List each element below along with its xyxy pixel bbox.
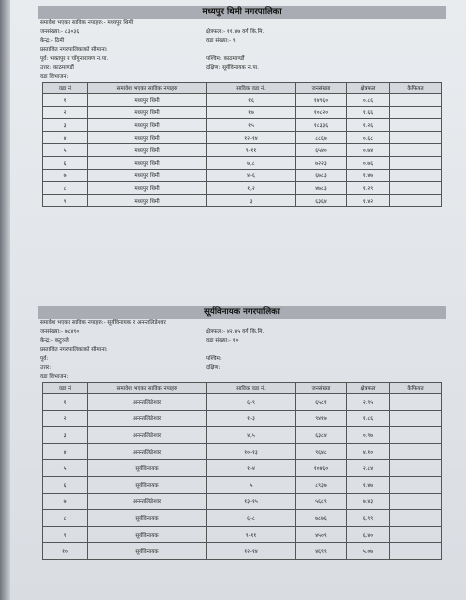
table-row	[43, 194, 442, 207]
cell-remarks	[390, 394, 442, 411]
cell-ward-no: ३	[43, 427, 88, 444]
cell-old-ward-no: १३-१५	[207, 493, 296, 510]
ward-table	[42, 82, 442, 207]
population-value: ८३०३६	[64, 29, 80, 35]
header-remarks: कैफियत	[390, 83, 442, 94]
cell-remarks	[390, 460, 442, 477]
cell-remarks	[390, 156, 442, 169]
table-row	[43, 493, 442, 510]
center-label: केन्द्र:-	[40, 38, 53, 44]
table-row	[43, 510, 442, 527]
cell-ward-no: ३	[43, 119, 88, 132]
cell-population: ६७८३	[296, 169, 347, 182]
boundary-west: पश्चिम:	[206, 356, 222, 362]
cell-included-vdc: अनन्तलिङेश्वर	[88, 427, 207, 444]
cell-included-vdc: मध्यपुर थिमी	[88, 169, 207, 182]
cell-ward-no: २	[43, 410, 88, 427]
cell-old-ward-no: १७	[207, 106, 296, 119]
cell-population: ६३६४	[296, 194, 347, 207]
vdc-label: समावेश भएका साविक नपाहरु:-	[40, 320, 106, 326]
cell-ward-no: ६	[43, 476, 88, 493]
vdc-value: मध्यपुर थिमी	[107, 20, 134, 26]
ward-division-label: वडा विभाजन:	[40, 374, 69, 380]
cell-remarks	[390, 493, 442, 510]
wards-label: वडा संख्या:-	[206, 38, 231, 44]
cell-area: २.९५	[347, 394, 390, 411]
cell-population: ८९३७	[296, 476, 347, 493]
cell-ward-no: ५	[43, 460, 88, 477]
cell-ward-no: ४	[43, 443, 88, 460]
table-row	[43, 476, 442, 493]
municipality-info	[38, 319, 446, 382]
cell-ward-no: ५	[43, 144, 88, 157]
cell-population: ८८६७	[296, 131, 347, 144]
cell-remarks	[390, 119, 442, 132]
cell-included-vdc: सूर्यविनायक	[88, 543, 207, 560]
cell-remarks	[390, 106, 442, 119]
cell-old-ward-no: ५	[207, 476, 296, 493]
cell-population: १०४६०	[296, 460, 347, 477]
cell-included-vdc: मध्यपुर थिमी	[88, 106, 207, 119]
boundary-south: दक्षिण: सूर्यविनायक न.पा.	[206, 65, 259, 71]
cell-old-ward-no: ९-११	[207, 144, 296, 157]
table-row	[43, 427, 442, 444]
cell-population: ६३८४	[296, 427, 347, 444]
cell-old-ward-no: १०-१३	[207, 443, 296, 460]
cell-remarks	[390, 194, 442, 207]
cell-included-vdc: मध्यपुर थिमी	[88, 194, 207, 207]
boundary-west: पश्चिम: काठमाण्डौं	[206, 56, 245, 62]
header-population: जनसंख्या	[296, 83, 347, 94]
table-row	[43, 526, 442, 543]
vdc-label: समावेश भएका साविक नपाहरु:-	[40, 20, 106, 26]
cell-included-vdc: सूर्यविनायक	[88, 526, 207, 543]
table-row	[43, 106, 442, 119]
page-shadow	[0, 0, 10, 600]
cell-area: २.८४	[347, 460, 390, 477]
cell-old-ward-no: १,२	[207, 182, 296, 195]
cell-area: १.६६	[347, 106, 390, 119]
header-area: क्षेत्रफल	[347, 383, 390, 394]
cell-ward-no: १	[43, 394, 88, 411]
table-row	[43, 182, 442, 195]
header-ward-no: वडा नं	[43, 83, 88, 94]
cell-included-vdc: अनन्तलिङेश्वर	[88, 443, 207, 460]
cell-population: ९४१७	[296, 410, 347, 427]
cell-included-vdc: मध्यपुर थिमी	[88, 94, 207, 107]
wards-value: १०	[232, 338, 239, 344]
center-value: कटुञ्जे	[54, 338, 69, 344]
cell-included-vdc: मध्यपुर थिमी	[88, 119, 207, 132]
cell-area: १.८६	[347, 410, 390, 427]
cell-ward-no: २	[43, 106, 88, 119]
ward-table	[42, 382, 442, 560]
cell-included-vdc: सूर्यविनायक	[88, 460, 207, 477]
cell-area: १.४२	[347, 194, 390, 207]
cell-remarks	[390, 543, 442, 560]
cell-included-vdc: मध्यपुर थिमी	[88, 131, 207, 144]
header-old-ward-no: साविक वडा नं.	[207, 383, 296, 394]
cell-remarks	[390, 410, 442, 427]
cell-area: ०.७६	[347, 156, 390, 169]
table-row	[43, 460, 442, 477]
cell-area: १.२६	[347, 119, 390, 132]
cell-included-vdc: मध्यपुर थिमी	[88, 182, 207, 195]
cell-remarks	[390, 94, 442, 107]
boundary-label: प्रस्तावित नगरपालिकाको सीमाना:	[40, 347, 108, 353]
cell-included-vdc: अनन्तलिङेश्वर	[88, 394, 207, 411]
table-row	[43, 410, 442, 427]
cell-ward-no: ४	[43, 131, 88, 144]
ward-division-label: वडा विभाजन:	[40, 74, 69, 80]
cell-ward-no: ८	[43, 182, 88, 195]
cell-included-vdc: अनन्तलिङेश्वर	[88, 493, 207, 510]
cell-ward-no: ९	[43, 526, 88, 543]
table-row	[43, 443, 442, 460]
center-label: केन्द्र:-	[40, 338, 53, 344]
table-row	[43, 94, 442, 107]
header-area: क्षेत्रफल	[347, 83, 390, 94]
area-label: क्षेत्रफल:-	[206, 29, 226, 35]
cell-remarks	[390, 427, 442, 444]
cell-population: ६५४०	[296, 144, 347, 157]
table-header-row	[43, 83, 442, 94]
cell-population: ४५०९	[296, 526, 347, 543]
boundary-north: उत्तर: काठमाण्डौं	[40, 65, 74, 71]
section-madhyapur-thimi	[38, 6, 446, 207]
area-label: क्षेत्रफल:-	[206, 329, 226, 335]
vdc-value: सूर्यविनायक र अनन्तलिङेश्वर	[107, 320, 166, 326]
population-label: जनसंख्या:-	[40, 329, 63, 335]
cell-area: ७.४३	[347, 493, 390, 510]
cell-remarks	[390, 182, 442, 195]
table-row	[43, 131, 442, 144]
table-row	[43, 169, 442, 182]
cell-old-ward-no: १२-१४	[207, 543, 296, 560]
population-value: ७८४९०	[64, 329, 80, 335]
cell-remarks	[390, 144, 442, 157]
cell-old-ward-no: ६-९	[207, 394, 296, 411]
cell-ward-no: १०	[43, 543, 88, 560]
cell-ward-no: ६	[43, 156, 88, 169]
boundary-east: पूर्व:	[40, 356, 49, 362]
cell-old-ward-no: १२-१४	[207, 131, 296, 144]
cell-included-vdc: सूर्यविनायक	[88, 476, 207, 493]
cell-area: ०.७४	[347, 144, 390, 157]
cell-remarks	[390, 510, 442, 527]
cell-area: १.४७	[347, 476, 390, 493]
wards-label: वडा संख्या:-	[206, 338, 231, 344]
boundary-north: उत्तर:	[40, 365, 52, 371]
cell-included-vdc: अनन्तलिङेश्वर	[88, 410, 207, 427]
cell-remarks	[390, 476, 442, 493]
cell-ward-no: ७	[43, 169, 88, 182]
cell-population: ७२२३	[296, 156, 347, 169]
cell-ward-no: ७	[43, 493, 88, 510]
table-row	[43, 156, 442, 169]
cell-area: ६.४०	[347, 526, 390, 543]
cell-remarks	[390, 526, 442, 543]
cell-old-ward-no: ३	[207, 194, 296, 207]
cell-population: १८३३६	[296, 119, 347, 132]
cell-old-ward-no: १५	[207, 119, 296, 132]
cell-remarks	[390, 169, 442, 182]
cell-area: ०.८६	[347, 94, 390, 107]
cell-old-ward-no: ४-६	[207, 169, 296, 182]
table-row	[43, 144, 442, 157]
header-population: जनसंख्या	[296, 383, 347, 394]
wards-value: ९	[232, 38, 236, 44]
cell-old-ward-no: ७,८	[207, 156, 296, 169]
section-title: सूर्यविनायक नगरपालिका	[38, 306, 446, 319]
cell-population: १०८२०	[296, 106, 347, 119]
table-row	[43, 394, 442, 411]
cell-population: ५६८९	[296, 493, 347, 510]
cell-population: ९६४८	[296, 443, 347, 460]
cell-included-vdc: मध्यपुर थिमी	[88, 144, 207, 157]
cell-old-ward-no: १-४	[207, 460, 296, 477]
table-row	[43, 119, 442, 132]
cell-area: ६.९९	[347, 510, 390, 527]
table-body	[43, 394, 442, 560]
table-row	[43, 543, 442, 560]
boundary-south: दक्षिण:	[206, 365, 221, 371]
area-value: ४२.४५ वर्ग कि.मि.	[226, 329, 265, 335]
section-suryabinayak	[38, 306, 446, 560]
cell-area: ०.६८	[347, 131, 390, 144]
header-included-vdc: समावेश भएका साविक नपाहरु	[88, 83, 207, 94]
municipality-info	[38, 19, 446, 82]
cell-area: १.४७	[347, 169, 390, 182]
boundary-label: प्रस्तावित नगरपालिकाको सीमाना:	[40, 47, 108, 53]
table-body	[43, 94, 442, 207]
header-old-ward-no: साविक वडा नं.	[207, 83, 296, 94]
cell-old-ward-no: ९-११	[207, 526, 296, 543]
header-remarks: कैफियत	[390, 383, 442, 394]
table-header-row	[43, 383, 442, 394]
cell-area: ५.०७	[347, 543, 390, 560]
cell-area: ४.१०	[347, 443, 390, 460]
cell-area: १.२९	[347, 182, 390, 195]
population-label: जनसंख्या:-	[40, 29, 63, 35]
area-value: ११.४७ वर्ग कि.मि.	[226, 29, 265, 35]
cell-area: ०.९७	[347, 427, 390, 444]
cell-included-vdc: मध्यपुर थिमी	[88, 156, 207, 169]
cell-population: ७८७६	[296, 510, 347, 527]
header-included-vdc: समावेश भएका साविक नपाहरु	[88, 383, 207, 394]
cell-old-ward-no: १-३	[207, 410, 296, 427]
cell-ward-no: ८	[43, 510, 88, 527]
cell-population: ४७८३	[296, 182, 347, 195]
cell-old-ward-no: १६	[207, 94, 296, 107]
cell-remarks	[390, 131, 442, 144]
cell-remarks	[390, 443, 442, 460]
header-ward-no: वडा नं	[43, 383, 88, 394]
cell-ward-no: ९	[43, 194, 88, 207]
cell-included-vdc: सूर्यविनायक	[88, 510, 207, 527]
center-value: ठिमी	[54, 38, 65, 44]
cell-old-ward-no: ६-८	[207, 510, 296, 527]
boundary-east: पूर्व: भक्तपुर र चाँगुनारायण न.पा.	[40, 56, 109, 62]
cell-population: ४६९९	[296, 543, 347, 560]
cell-old-ward-no: ४,५	[207, 427, 296, 444]
section-title: मध्यपुर थिमी नगरपालिका	[38, 6, 446, 19]
cell-ward-no: १	[43, 94, 88, 107]
cell-population: १४९६०	[296, 94, 347, 107]
cell-population: ६५८१	[296, 394, 347, 411]
